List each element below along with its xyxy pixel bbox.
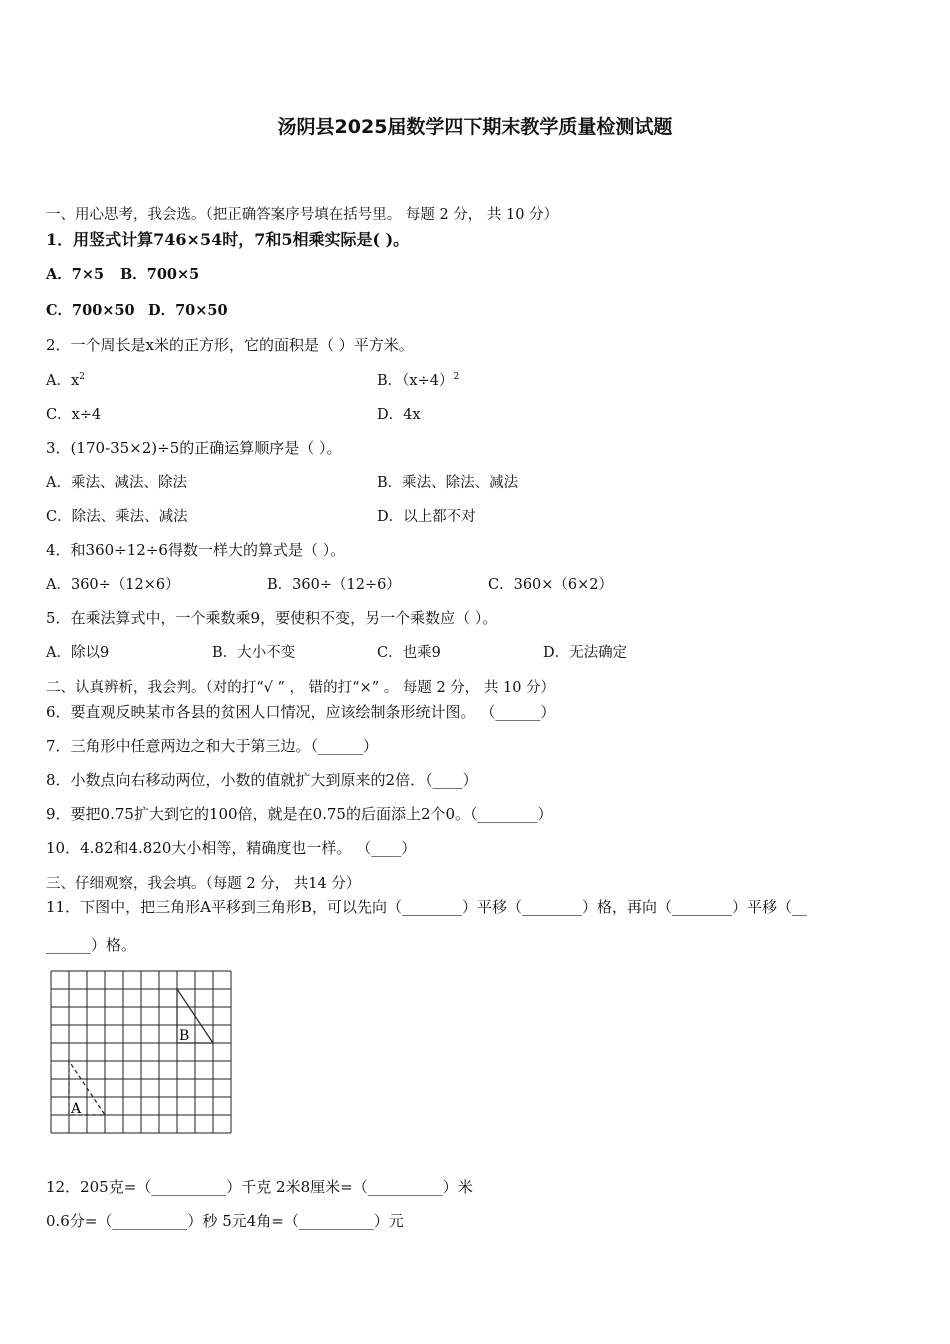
question-2-stem: 2．一个周长是x米的正方形，它的面积是（ ）平方米。	[46, 336, 414, 354]
section-1-heading: 一、用心思考，我会选。（把正确答案序号填在括号里。 每题 2 分， 共 10 分）	[46, 207, 559, 223]
question-5-stem: 5．在乘法算式中，一个乘数乘9，要使积不变，另一个乘数应（ ）。	[46, 609, 498, 627]
question-6: 6．要直观反映某市各县的贫困人口情况，应该绘制条形统计图。 （______）	[46, 703, 556, 721]
question-11-line-2: ______）格。	[46, 936, 137, 954]
question-7: 7．三角形中任意两边之和大于第三边。（______）	[46, 737, 379, 755]
question-3-option-b: B．乘法、除法、减法	[377, 475, 519, 491]
triangle-a-label: A	[71, 1101, 82, 1117]
question-5-option-a: A．除以9	[46, 645, 110, 661]
question-5-option-c: C．也乘9	[377, 645, 441, 661]
question-2-option-b: B．$(x\div 4)^2$	[377, 372, 460, 389]
question-4-option-c: C．360×（6×2）	[488, 577, 614, 593]
question-1-option-b: B．700×5	[120, 266, 200, 283]
question-2-option-c: C．x÷4	[46, 407, 102, 423]
translation-grid-figure	[48, 968, 232, 1138]
question-3-stem: 3．(170-35×2)÷5的正确运算顺序是（ ）。	[46, 439, 342, 457]
question-11-line-1: 11．下图中，把三角形A平移到三角形B，可以先向（________）平移（________）格，再向（________）平移（__	[46, 898, 807, 916]
question-3-option-c: C．除法、乘法、减法	[46, 509, 188, 525]
question-3-option-a: A．乘法、减法、除法	[46, 475, 187, 491]
page-title: 汤阴县2025届数学四下期末教学质量检测试题	[277, 116, 673, 138]
question-1-option-a: A．7×5	[46, 266, 105, 283]
section-2-heading: 二、认真辨析，我会判。（对的打“√ ” ， 错的打“×” 。 每题 2 分， 共 10 分）	[46, 680, 556, 696]
question-2-option-a: A．$x^2$	[46, 372, 85, 389]
question-2-option-d: D．4x	[377, 407, 421, 423]
question-10: 10．4.82和4.820大小相等，精确度也一样。 （____）	[46, 839, 417, 857]
question-4-option-a: A．360÷（12×6）	[46, 577, 180, 593]
section-3-heading: 三、仔细观察，我会填。（每题 2 分， 共14 分）	[46, 876, 361, 892]
question-9: 9．要把0.75扩大到它的100倍，就是在0.75的后面添上2个0。（________）	[46, 805, 553, 823]
question-1-option-d: D．70×50	[148, 302, 228, 319]
question-5-option-b: B．大小不变	[212, 645, 296, 661]
question-5-option-d: D．无法确定	[543, 645, 628, 661]
question-12-line-2: 0.6分=（__________）秒 5元4角=（__________）元	[46, 1212, 404, 1230]
question-3-option-d: D．以上都不对	[377, 509, 476, 525]
question-1-stem: 1．用竖式计算746×54时，7和5相乘实际是( )。	[46, 230, 410, 249]
question-4-stem: 4．和360÷12÷6得数一样大的算式是（ ）。	[46, 541, 346, 559]
question-1-option-c: C．700×50	[46, 302, 135, 319]
question-4-option-b: B．360÷（12÷6）	[267, 577, 401, 593]
triangle-b-label: B	[179, 1028, 190, 1044]
question-8: 8．小数点向右移动两位，小数的值就扩大到原来的2倍．（____）	[46, 771, 478, 789]
question-12-line-1: 12．205克=（__________）千克 2米8厘米=（__________）米	[46, 1178, 473, 1196]
